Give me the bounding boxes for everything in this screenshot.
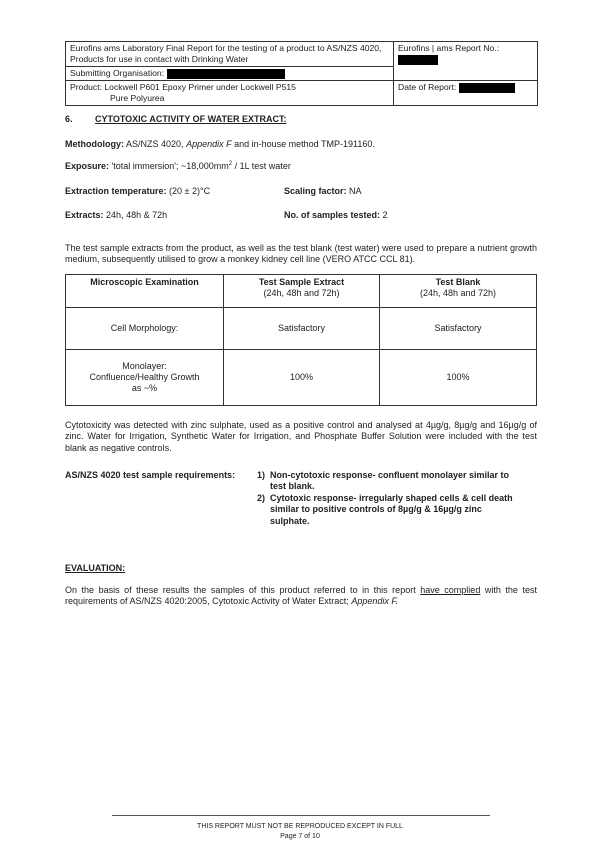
row-blank-value: 100% [380,350,537,406]
exposure-line [65,161,291,172]
methodology-line [65,139,375,150]
requirement-line: similar to positive controls of 8µg/g & 16µg/g zinc [270,504,482,515]
redacted-date [459,83,515,93]
evaluation-complied: have complied [420,585,481,595]
row-blank-value: Satisfactory [380,308,537,350]
requirement-2-text [270,493,540,527]
section-title: CYTOTOXIC ACTIVITY OF WATER EXTRACT: [95,114,287,124]
requirement-1-number: 1) [257,470,266,480]
header-test-sample-extract [224,275,380,308]
exposure-superscript: 2 [228,161,233,167]
report-header-table [65,41,538,106]
report-no-label: Eurofins | ams Report No.: [398,43,500,53]
date-cell [394,81,538,106]
methodology-text-b: and in-house method TMP-191160. [234,139,375,149]
results-header-row [66,275,537,308]
footer-divider [112,815,490,816]
header-test-blank [380,275,537,308]
methodology-text-a: AS/NZS 4020, [126,139,184,149]
submitting-org-label: Submitting Organisation: [70,68,165,78]
requirement-line: sulphate. [270,515,310,526]
samples-tested-line [284,210,388,221]
requirement-1-text [270,470,540,493]
scaling-factor-value: NA [349,186,362,196]
product-line-2: Pure Polyurea [110,93,165,103]
extraction-temp-value: (20 ± 2)°C [169,186,211,196]
product-cell [66,81,394,106]
header-microscopic-examination [66,275,224,308]
requirement-line: test blank. [270,481,315,492]
extraction-temp-line [65,186,210,197]
exposure-label: Exposure: [65,161,110,171]
control-paragraph: Cytotoxicity was detected with zinc sulphate, used as a positive control and analysed at 4µg/g, 8µg/g and 16µg/g of zinc. Water for Irrigation, Synthetic Water for Irrigation, and Phosphate Buffer Solution were included with the test blank as negative controls. [65,420,537,453]
header-title: Test Sample Extract [258,277,345,287]
row-label: Cell Morphology: [66,308,224,350]
lab-report-title: Eurofins ams Laboratory Final Report for the testing of a product to AS/NZS 4020, Products for use in contact with Drinking Water [66,42,394,67]
report-no-cell [394,42,538,81]
redacted-organisation [167,69,285,79]
row-sample-value: Satisfactory [224,308,380,350]
exposure-text-b: / 1L test water [234,161,291,171]
table-row [66,308,537,350]
evaluation-appendix: Appendix F. [351,596,399,607]
results-table [65,274,537,406]
row-sample-value: 100% [224,350,380,406]
product-line-1: Product: Lockwell P601 Epoxy Primer under Lockwell P515 [70,82,296,92]
requirement-line: Non-cytotoxic response- confluent monolayer similar to [270,470,510,480]
methodology-appendix: Appendix F [186,139,232,149]
extracts-value: 24h, 48h & 72h [106,210,168,220]
extraction-temp-label: Extraction temperature: [65,186,167,196]
exposure-text-a: 'total immersion'; ~18,000mm [111,161,229,171]
requirement-line: Cytotoxic response- irregularly shaped cells & cell death [270,493,513,503]
header-subtitle: (24h, 48h and 72h) [419,288,497,299]
evaluation-text-b: with the test requirements of AS/NZS 4020:2005, Cytotoxic Activity of Water Extract; [65,585,537,607]
page-number: Page 7 of 10 [280,833,320,840]
header-title: Test Blank [435,277,481,287]
table-row [66,350,537,406]
section-number: 6. [65,114,73,124]
methodology-label: Methodology: [65,139,124,149]
row-label [66,350,224,406]
scaling-factor-line [284,186,362,197]
row-label-line: Monolayer: [122,360,167,371]
date-label: Date of Report: [398,82,457,92]
scaling-factor-label: Scaling factor: [284,186,347,196]
evaluation-paragraph [65,585,537,608]
header-subtitle: (24h, 48h and 72h) [263,288,340,299]
row-label-line: as ~% [131,383,158,394]
submitting-org-cell [66,67,394,81]
extracts-label: Extracts: [65,210,104,220]
evaluation-title: EVALUATION: [65,563,126,573]
samples-tested-value: 2 [382,210,388,220]
row-label-line: Confluence/Healthy Growth [89,371,200,382]
redacted-report-no [398,55,438,65]
requirement-2-number: 2) [257,493,266,503]
intro-paragraph: The test sample extracts from the product, as well as the test blank (test water) were used to prepare a nutrient growth medium, subsequently utilised to grow a monkey kidney cell line (VERO ATCC CCL 81). [65,243,537,265]
header-title: Microscopic Examination [90,277,199,287]
extracts-line [65,210,167,221]
footer-notice: THIS REPORT MUST NOT BE REPRODUCED EXCEPT IN FULL [197,823,403,830]
requirements-label: AS/NZS 4020 test sample requirements: [65,470,236,480]
evaluation-text-a: On the basis of these results the samples of this product referred to in this report [65,585,416,595]
samples-tested-label: No. of samples tested: [284,210,381,220]
